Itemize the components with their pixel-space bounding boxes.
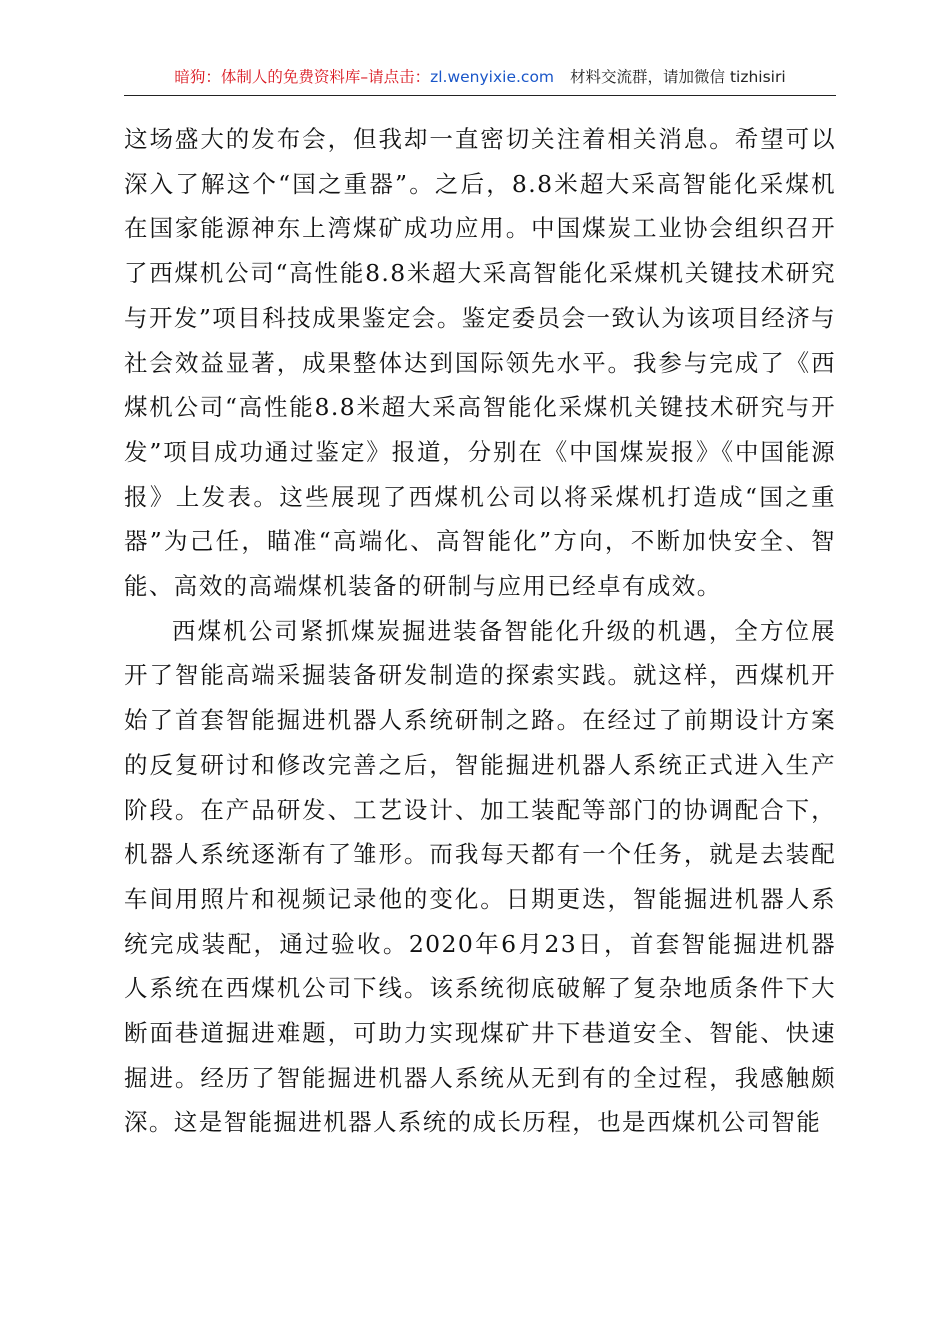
page-header bbox=[124, 62, 836, 96]
paragraph-1: 这场盛大的发布会，但我却一直密切关注着相关消息。希望可以深入了解这个“国之重器”。之后，8.8米超大采高智能化采煤机在国家能源神东上湾煤矿成功应用。中国煤炭工业协会组织召开了西煤机公司“高性能8.8米超大采高智能化采煤机关键技术研究与开发”项目科技成果鉴定会。鉴定委员会一致认为该项目经济与社会效益显著，成果整体达到国际领先水平。我参与完成了《西煤机公司“高性能8.8米超大采高智能化采煤机关键技术研究与开发”项目成功通过鉴定》报道，分别在《中国煤炭报》《中国能源报》上发表。这些展现了西煤机公司以将采煤机打造成“国之重器”为己任，瞄准“高端化、高智能化”方向，不断加快安全、智能、高效的高端煤机装备的研制与应用已经卓有成效。 bbox=[124, 125, 836, 601]
header-click-prompt: –请点击： bbox=[360, 68, 431, 86]
document-body bbox=[124, 117, 836, 1145]
header-wechat-note: 材料交流群，请加微信 tizhisiri bbox=[570, 68, 786, 86]
header-link[interactable]: zl.wenyixie.com bbox=[430, 68, 555, 86]
paragraph-2: 西煤机公司紧抓煤炭掘进装备智能化升级的机遇，全方位展开了智能高端采掘装备研发制造的探索实践。就这样，西煤机开始了首套智能掘进机器人系统研制之路。在经过了前期设计方案的反复研讨和修改完善之后，智能掘进机器人系统正式进入生产阶段。在产品研发、工艺设计、加工装配等部门的协调配合下，机器人系统逐渐有了雏形。而我每天都有一个任务，就是去装配车间用照片和视频记录他的变化。日期更迭，智能掘进机器人系统完成装配，通过验收。2020年6月23日，首套智能掘进机器人系统在西煤机公司下线。该系统彻底破解了复杂地质条件下大断面巷道掘进难题，可助力实现煤矿井下巷道安全、智能、快速掘进。经历了智能掘进机器人系统从无到有的全过程，我感触颇深。这是智能掘进机器人系统的成长历程，也是西煤机公司智能 bbox=[124, 616, 836, 1137]
header-site-name: 暗狗：体制人的免费资料库 bbox=[174, 68, 361, 86]
